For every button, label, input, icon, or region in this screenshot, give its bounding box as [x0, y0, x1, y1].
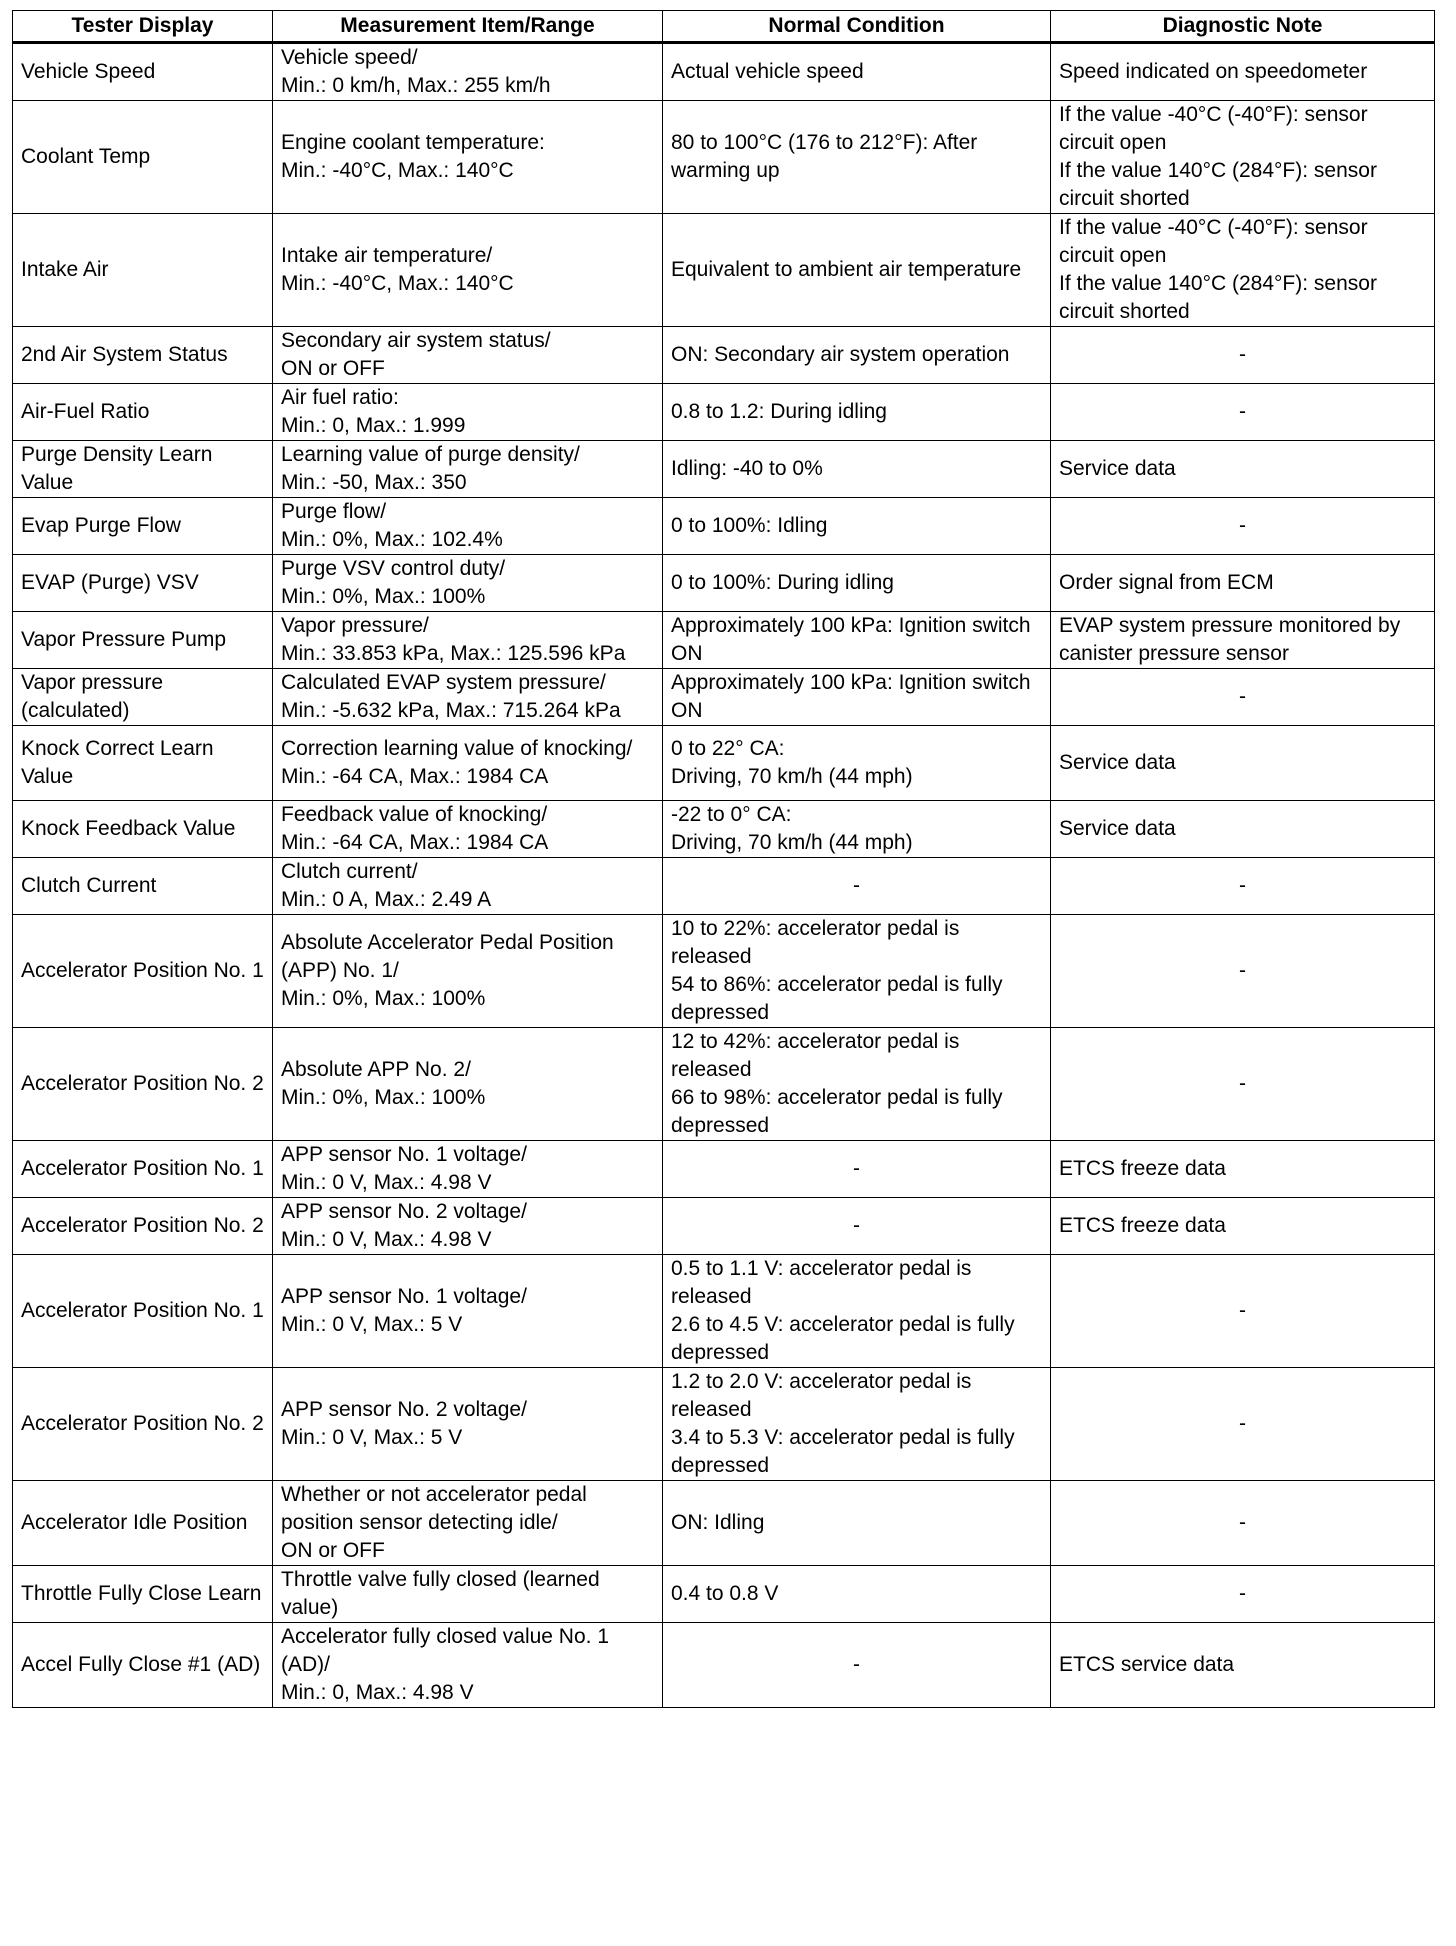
normal-condition-cell	[663, 384, 1051, 441]
table-header	[13, 11, 1435, 43]
diagnostic-note-cell	[1051, 1255, 1435, 1368]
tester-display-cell	[13, 858, 273, 915]
table-row	[13, 669, 1435, 726]
diagnostic-note-cell	[1051, 498, 1435, 555]
cell-text: Correction learning value of knocking/ Min.: -64 CA, Max.: 1984 CA	[281, 737, 633, 788]
header-measurement-item: Measurement Item/Range	[273, 11, 663, 43]
measurement-item-cell	[273, 1566, 663, 1623]
cell-text: Equivalent to ambient air temperature	[671, 258, 1022, 281]
cell-text: -	[1239, 1299, 1246, 1322]
cell-text: EVAP (Purge) VSV	[21, 571, 199, 594]
diagnostic-note-cell	[1051, 43, 1435, 101]
cell-text: -	[1239, 1582, 1246, 1605]
normal-condition-cell	[663, 441, 1051, 498]
cell-text: -	[853, 1653, 860, 1676]
tester-display-cell	[13, 214, 273, 327]
diagnostic-note-cell	[1051, 915, 1435, 1028]
cell-text: -	[1239, 400, 1246, 423]
diagnostic-note-cell	[1051, 726, 1435, 801]
table-row	[13, 327, 1435, 384]
tester-display-cell	[13, 101, 273, 214]
measurement-item-cell	[273, 612, 663, 669]
cell-text: Learning value of purge density/ Min.: -50, Max.: 350	[281, 443, 580, 494]
cell-text: Purge flow/ Min.: 0%, Max.: 102.4%	[281, 500, 503, 551]
cell-text: Calculated EVAP system pressure/ Min.: -5.632 kPa, Max.: 715.264 kPa	[281, 671, 621, 722]
cell-text: -	[1239, 1412, 1246, 1435]
cell-text: Whether or not accelerator pedal position sensor detecting idle/ ON or OFF	[281, 1483, 587, 1562]
measurement-item-cell	[273, 43, 663, 101]
cell-text: -	[1239, 1072, 1246, 1095]
cell-text: 0 to 22° CA: Driving, 70 km/h (44 mph)	[671, 737, 913, 788]
tester-display-cell	[13, 441, 273, 498]
tester-display-cell	[13, 1028, 273, 1141]
cell-text: Vapor Pressure Pump	[21, 628, 227, 651]
normal-condition-cell	[663, 43, 1051, 101]
diagnostic-note-cell	[1051, 1028, 1435, 1141]
data-list-table	[12, 10, 1435, 1708]
table-row	[13, 498, 1435, 555]
header-tester-display: Tester Display	[13, 11, 273, 43]
diagnostic-note-cell	[1051, 327, 1435, 384]
table-row	[13, 1028, 1435, 1141]
measurement-item-cell	[273, 214, 663, 327]
measurement-item-cell	[273, 441, 663, 498]
cell-text: Actual vehicle speed	[671, 60, 864, 83]
measurement-item-cell	[273, 858, 663, 915]
table-row	[13, 384, 1435, 441]
cell-text: 2nd Air System Status	[21, 343, 228, 366]
normal-condition-cell	[663, 1141, 1051, 1198]
cell-text: Accel Fully Close #1 (AD)	[21, 1653, 261, 1676]
cell-text: Evap Purge Flow	[21, 514, 181, 537]
tester-display-cell	[13, 498, 273, 555]
normal-condition-cell	[663, 498, 1051, 555]
table-row	[13, 1141, 1435, 1198]
cell-text: -	[1239, 874, 1246, 897]
cell-text: ETCS freeze data	[1059, 1214, 1226, 1237]
table-row	[13, 726, 1435, 801]
cell-text: Vapor pressure (calculated)	[21, 671, 164, 722]
tester-display-cell	[13, 327, 273, 384]
normal-condition-cell	[663, 214, 1051, 327]
cell-text: Coolant Temp	[21, 145, 151, 168]
cell-text: ON: Secondary air system operation	[671, 343, 1010, 366]
table-row	[13, 1255, 1435, 1368]
normal-condition-cell	[663, 726, 1051, 801]
tester-display-cell	[13, 726, 273, 801]
table-row	[13, 43, 1435, 101]
table-row	[13, 555, 1435, 612]
cell-text: Knock Feedback Value	[21, 817, 236, 840]
cell-text: Vehicle speed/ Min.: 0 km/h, Max.: 255 km/h	[281, 46, 551, 97]
cell-text: Speed indicated on speedometer	[1059, 60, 1368, 83]
cell-text: Approximately 100 kPa: Ignition switch ON	[671, 671, 1031, 722]
measurement-item-cell	[273, 327, 663, 384]
normal-condition-cell	[663, 1028, 1051, 1141]
normal-condition-cell	[663, 1623, 1051, 1708]
cell-text: Order signal from ECM	[1059, 571, 1274, 594]
cell-text: Intake Air	[21, 258, 109, 281]
normal-condition-cell	[663, 858, 1051, 915]
measurement-item-cell	[273, 1141, 663, 1198]
table-row	[13, 214, 1435, 327]
cell-text: -	[1239, 343, 1246, 366]
cell-text: 10 to 22%: accelerator pedal is released 54 to 86%: accelerator pedal is fully depressed	[671, 917, 1003, 1024]
measurement-item-cell	[273, 1368, 663, 1481]
normal-condition-cell	[663, 555, 1051, 612]
table-row	[13, 612, 1435, 669]
cell-text: If the value -40°C (-40°F): sensor circuit open If the value 140°C (284°F): sensor circuit shorted	[1059, 216, 1377, 323]
cell-text: Throttle Fully Close Learn	[21, 1582, 262, 1605]
cell-text: ETCS freeze data	[1059, 1157, 1226, 1180]
measurement-item-cell	[273, 669, 663, 726]
normal-condition-cell	[663, 801, 1051, 858]
tester-display-cell	[13, 1566, 273, 1623]
cell-text: Idling: -40 to 0%	[671, 457, 823, 480]
diagnostic-note-cell	[1051, 101, 1435, 214]
tester-display-cell	[13, 1623, 273, 1708]
normal-condition-cell	[663, 915, 1051, 1028]
cell-text: Service data	[1059, 817, 1176, 840]
cell-text: Accelerator fully closed value No. 1 (AD)/ Min.: 0, Max.: 4.98 V	[281, 1625, 609, 1704]
tester-display-cell	[13, 801, 273, 858]
cell-text: Air-Fuel Ratio	[21, 400, 150, 423]
cell-text: -22 to 0° CA: Driving, 70 km/h (44 mph)	[671, 803, 913, 854]
measurement-item-cell	[273, 915, 663, 1028]
cell-text: Air fuel ratio: Min.: 0, Max.: 1.999	[281, 386, 466, 437]
diagnostic-note-cell	[1051, 801, 1435, 858]
tester-display-cell	[13, 1368, 273, 1481]
cell-text: Clutch Current	[21, 874, 157, 897]
tester-display-cell	[13, 555, 273, 612]
table-row	[13, 1368, 1435, 1481]
normal-condition-cell	[663, 612, 1051, 669]
cell-text: -	[853, 1157, 860, 1180]
cell-text: Feedback value of knocking/ Min.: -64 CA, Max.: 1984 CA	[281, 803, 549, 854]
diagnostic-note-cell	[1051, 669, 1435, 726]
diagnostic-note-cell	[1051, 1368, 1435, 1481]
measurement-item-cell	[273, 1255, 663, 1368]
normal-condition-cell	[663, 1255, 1051, 1368]
diagnostic-note-cell	[1051, 612, 1435, 669]
diagnostic-note-cell	[1051, 858, 1435, 915]
measurement-item-cell	[273, 1623, 663, 1708]
table-row	[13, 441, 1435, 498]
cell-text: 0.4 to 0.8 V	[671, 1582, 779, 1605]
table-body	[13, 43, 1435, 1708]
normal-condition-cell	[663, 669, 1051, 726]
normal-condition-cell	[663, 327, 1051, 384]
cell-text: -	[853, 1214, 860, 1237]
tester-display-cell	[13, 1255, 273, 1368]
diagnostic-note-cell	[1051, 1198, 1435, 1255]
tester-display-cell	[13, 1141, 273, 1198]
cell-text: 0 to 100%: During idling	[671, 571, 894, 594]
measurement-item-cell	[273, 1198, 663, 1255]
table-row	[13, 801, 1435, 858]
table-row	[13, 101, 1435, 214]
tester-display-cell	[13, 384, 273, 441]
cell-text: 0.8 to 1.2: During idling	[671, 400, 887, 423]
cell-text: Service data	[1059, 457, 1176, 480]
tester-display-cell	[13, 43, 273, 101]
cell-text: EVAP system pressure monitored by canister pressure sensor	[1059, 614, 1401, 665]
cell-text: APP sensor No. 1 voltage/ Min.: 0 V, Max.: 5 V	[281, 1285, 527, 1336]
header-diagnostic-note: Diagnostic Note	[1051, 11, 1435, 43]
table-row	[13, 1481, 1435, 1566]
normal-condition-cell	[663, 1368, 1051, 1481]
cell-text: -	[853, 874, 860, 897]
cell-text: Absolute APP No. 2/ Min.: 0%, Max.: 100%	[281, 1058, 486, 1109]
cell-text: If the value -40°C (-40°F): sensor circuit open If the value 140°C (284°F): sensor circuit shorted	[1059, 103, 1377, 210]
cell-text: Accelerator Idle Position	[21, 1511, 248, 1534]
cell-text: 80 to 100°C (176 to 212°F): After warming up	[671, 131, 978, 182]
header-normal-condition: Normal Condition	[663, 11, 1051, 43]
measurement-item-cell	[273, 1481, 663, 1566]
diagnostic-note-cell	[1051, 441, 1435, 498]
cell-text: 1.2 to 2.0 V: accelerator pedal is released 3.4 to 5.3 V: accelerator pedal is fully depressed	[671, 1370, 1015, 1477]
normal-condition-cell	[663, 1198, 1051, 1255]
cell-text: Intake air temperature/ Min.: -40°C, Max.: 140°C	[281, 244, 514, 295]
diagnostic-note-cell	[1051, 1566, 1435, 1623]
normal-condition-cell	[663, 101, 1051, 214]
tester-display-cell	[13, 669, 273, 726]
cell-text: Accelerator Position No. 2	[21, 1412, 264, 1435]
cell-text: Approximately 100 kPa: Ignition switch ON	[671, 614, 1031, 665]
cell-text: -	[1239, 514, 1246, 537]
cell-text: Vehicle Speed	[21, 60, 156, 83]
tester-display-cell	[13, 1481, 273, 1566]
diagnostic-note-cell	[1051, 1141, 1435, 1198]
cell-text: Knock Correct Learn Value	[21, 737, 214, 788]
cell-text: Throttle valve fully closed (learned value)	[281, 1568, 600, 1619]
cell-text: 0 to 100%: Idling	[671, 514, 828, 537]
cell-text: Accelerator Position No. 1	[21, 1157, 264, 1180]
table-row	[13, 1198, 1435, 1255]
cell-text: Vapor pressure/ Min.: 33.853 kPa, Max.: 125.596 kPa	[281, 614, 626, 665]
table-row	[13, 915, 1435, 1028]
cell-text: Accelerator Position No. 1	[21, 1299, 264, 1322]
cell-text: Clutch current/ Min.: 0 A, Max.: 2.49 A	[281, 860, 492, 911]
cell-text: Accelerator Position No. 1	[21, 959, 264, 982]
diagnostic-note-cell	[1051, 555, 1435, 612]
diagnostic-note-cell	[1051, 1623, 1435, 1708]
measurement-item-cell	[273, 384, 663, 441]
measurement-item-cell	[273, 101, 663, 214]
table-row	[13, 858, 1435, 915]
tester-display-cell	[13, 1198, 273, 1255]
measurement-item-cell	[273, 726, 663, 801]
cell-text: -	[1239, 1511, 1246, 1534]
diagnostic-note-cell	[1051, 384, 1435, 441]
cell-text: 0.5 to 1.1 V: accelerator pedal is released 2.6 to 4.5 V: accelerator pedal is fully depressed	[671, 1257, 1015, 1364]
cell-text: Secondary air system status/ ON or OFF	[281, 329, 551, 380]
cell-text: Accelerator Position No. 2	[21, 1214, 264, 1237]
cell-text: APP sensor No. 2 voltage/ Min.: 0 V, Max.: 5 V	[281, 1398, 527, 1449]
cell-text: APP sensor No. 1 voltage/ Min.: 0 V, Max.: 4.98 V	[281, 1143, 527, 1194]
cell-text: Engine coolant temperature: Min.: -40°C, Max.: 140°C	[281, 131, 545, 182]
header-row	[13, 11, 1435, 43]
measurement-item-cell	[273, 555, 663, 612]
normal-condition-cell	[663, 1566, 1051, 1623]
tester-display-cell	[13, 915, 273, 1028]
cell-text: Accelerator Position No. 2	[21, 1072, 264, 1095]
table-row	[13, 1623, 1435, 1708]
cell-text: -	[1239, 685, 1246, 708]
cell-text: -	[1239, 959, 1246, 982]
cell-text: Service data	[1059, 751, 1176, 774]
cell-text: Purge Density Learn Value	[21, 443, 213, 494]
cell-text: ON: Idling	[671, 1511, 765, 1534]
cell-text: 12 to 42%: accelerator pedal is released 66 to 98%: accelerator pedal is fully depressed	[671, 1030, 1003, 1137]
normal-condition-cell	[663, 1481, 1051, 1566]
measurement-item-cell	[273, 801, 663, 858]
measurement-item-cell	[273, 1028, 663, 1141]
cell-text: APP sensor No. 2 voltage/ Min.: 0 V, Max.: 4.98 V	[281, 1200, 527, 1251]
cell-text: Purge VSV control duty/ Min.: 0%, Max.: 100%	[281, 557, 506, 608]
table-row	[13, 1566, 1435, 1623]
measurement-item-cell	[273, 498, 663, 555]
diagnostic-note-cell	[1051, 1481, 1435, 1566]
diagnostic-note-cell	[1051, 214, 1435, 327]
cell-text: Absolute Accelerator Pedal Position (APP) No. 1/ Min.: 0%, Max.: 100%	[281, 931, 614, 1010]
cell-text: ETCS service data	[1059, 1653, 1235, 1676]
tester-display-cell	[13, 612, 273, 669]
